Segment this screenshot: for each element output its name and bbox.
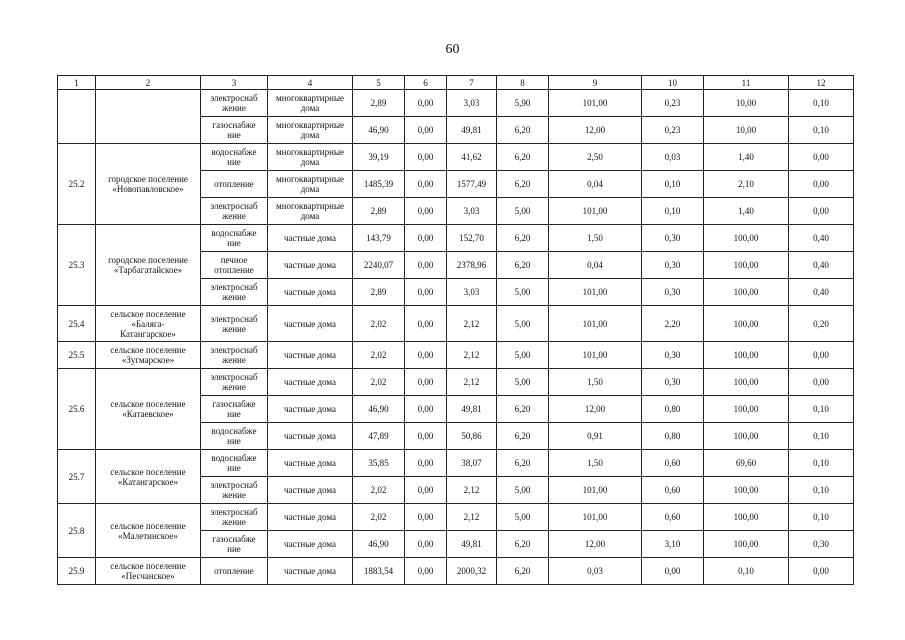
value-cell: 1,50 <box>549 450 642 477</box>
value-cell: 0,30 <box>642 279 704 306</box>
value-cell: 0,00 <box>405 144 447 171</box>
value-cell: 3,03 <box>447 90 497 117</box>
value-cell: 0,60 <box>642 504 704 531</box>
settlement-name-cell <box>96 342 201 369</box>
value-cell: 10,00 <box>704 90 789 117</box>
cell-line: многоквартирные <box>276 147 344 157</box>
settlement-name-line: «Баляга- <box>131 318 165 329</box>
cell-line: водоснабже <box>211 147 257 157</box>
settlement-name-line: сельское поселение <box>110 520 186 531</box>
settlement-name-line: городское поселение <box>108 255 188 265</box>
value-cell: 0,00 <box>789 144 854 171</box>
value-cell: 47,89 <box>353 423 405 450</box>
cell-line: дома <box>300 211 320 221</box>
settlement-name-line: сельское поселение <box>110 466 186 477</box>
value-cell: 5,90 <box>497 90 549 117</box>
value-cell: 0,40 <box>789 279 854 306</box>
cell-line: жение <box>222 292 246 302</box>
value-cell: 100,00 <box>704 306 789 342</box>
value-cell: 6,20 <box>497 117 549 144</box>
housing-type-cell <box>268 423 353 450</box>
settlement-name-line: «Катангарское» <box>117 476 179 487</box>
cell-line: электроснаб <box>210 282 258 292</box>
value-cell: 0,00 <box>789 171 854 198</box>
service-cell <box>201 198 268 225</box>
value-cell: 0,00 <box>405 396 447 423</box>
value-cell: 5,00 <box>497 369 549 396</box>
value-cell: 100,00 <box>704 279 789 306</box>
value-cell: 100,00 <box>704 423 789 450</box>
value-cell: 5,00 <box>497 306 549 342</box>
settlement-name-cell <box>96 90 201 144</box>
header-row <box>58 76 854 90</box>
cell-line: электроснаб <box>210 480 258 490</box>
header-cell: 1 <box>58 76 96 90</box>
row-code-cell: 25.9 <box>58 558 96 585</box>
value-cell: 5,00 <box>497 477 549 504</box>
value-cell: 46,90 <box>353 117 405 144</box>
value-cell: 2,12 <box>447 477 497 504</box>
housing-type-cell <box>268 198 353 225</box>
cell-line: газоснабже <box>212 399 256 409</box>
cell-line: частные дома <box>283 318 337 329</box>
cell-line: дома <box>300 130 320 140</box>
settlement-name-line: «Тарбагатайское» <box>113 265 183 275</box>
header-cell: 8 <box>497 76 549 90</box>
cell-line: жение <box>222 490 246 500</box>
value-cell: 6,20 <box>497 531 549 558</box>
value-cell: 2,89 <box>353 90 405 117</box>
cell-line: частные дома <box>283 260 337 270</box>
value-cell: 3,03 <box>447 198 497 225</box>
value-cell: 0,10 <box>704 558 789 585</box>
value-cell: 35,85 <box>353 450 405 477</box>
value-cell: 0,00 <box>405 531 447 558</box>
value-cell: 2000,32 <box>447 558 497 585</box>
value-cell: 2,02 <box>353 342 405 369</box>
value-cell: 0,00 <box>405 504 447 531</box>
value-cell: 6,20 <box>497 423 549 450</box>
value-cell: 0,60 <box>642 477 704 504</box>
value-cell: 1,50 <box>549 225 642 252</box>
settlement-name-line: «Новопавловское» <box>112 184 184 194</box>
value-cell: 0,10 <box>642 171 704 198</box>
cell-line: газоснабже <box>212 534 256 544</box>
cell-line: жение <box>222 211 246 221</box>
table-row <box>58 342 854 369</box>
housing-type-cell <box>268 450 353 477</box>
cell-line: частные дома <box>283 431 337 441</box>
settlement-name-line: сельское поселение <box>110 345 186 355</box>
cell-line: частные дома <box>283 404 337 414</box>
value-cell: 38,07 <box>447 450 497 477</box>
cell-line: ние <box>227 463 241 473</box>
value-cell: 0,30 <box>642 252 704 279</box>
settlement-name-line: «Зугмарское» <box>121 355 175 365</box>
value-cell: 2,10 <box>704 171 789 198</box>
cell-line: дома <box>300 184 320 194</box>
value-cell: 0,10 <box>642 198 704 225</box>
housing-type-cell <box>268 306 353 342</box>
settlement-name-cell <box>96 306 201 342</box>
value-cell: 6,20 <box>497 252 549 279</box>
value-cell: 2,12 <box>447 504 497 531</box>
value-cell: 100,00 <box>704 369 789 396</box>
value-cell: 1,40 <box>704 144 789 171</box>
value-cell: 1,40 <box>704 198 789 225</box>
value-cell: 2,02 <box>353 504 405 531</box>
value-cell: 0,00 <box>405 423 447 450</box>
cell-line: печное <box>220 255 248 265</box>
value-cell: 1577,49 <box>447 171 497 198</box>
cell-line: частные дома <box>283 485 337 495</box>
value-cell: 0,23 <box>642 90 704 117</box>
value-cell: 0,00 <box>789 342 854 369</box>
table-row <box>58 90 854 117</box>
cell-line: частные дома <box>283 233 337 243</box>
settlement-name-cell <box>96 504 201 558</box>
row-code-cell: 25.6 <box>58 369 96 450</box>
value-cell: 6,20 <box>497 144 549 171</box>
value-cell: 2,89 <box>353 198 405 225</box>
value-cell: 100,00 <box>704 396 789 423</box>
value-cell: 2,12 <box>447 342 497 369</box>
settlement-name-line: Катангарское» <box>120 328 176 339</box>
cell-line: частные дома <box>283 350 337 360</box>
value-cell: 0,00 <box>642 558 704 585</box>
value-cell: 39,19 <box>353 144 405 171</box>
value-cell: 5,00 <box>497 504 549 531</box>
value-cell: 0,00 <box>405 558 447 585</box>
service-cell <box>201 504 268 531</box>
value-cell: 12,00 <box>549 531 642 558</box>
cell-line: жение <box>222 517 246 527</box>
cell-line: многоквартирные <box>276 201 344 211</box>
header-cell: 9 <box>549 76 642 90</box>
cell-line: водоснабже <box>211 453 257 463</box>
value-cell: 6,20 <box>497 171 549 198</box>
value-cell: 69,60 <box>704 450 789 477</box>
value-cell: 5,00 <box>497 279 549 306</box>
value-cell: 6,20 <box>497 225 549 252</box>
table-row <box>58 450 854 477</box>
value-cell: 101,00 <box>549 90 642 117</box>
value-cell: 0,00 <box>405 450 447 477</box>
cell-line: водоснабже <box>211 426 257 436</box>
value-cell: 2,02 <box>353 369 405 396</box>
value-cell: 0,03 <box>549 558 642 585</box>
settlement-name-cell <box>96 450 201 504</box>
value-cell: 1883,54 <box>353 558 405 585</box>
value-cell: 0,00 <box>789 198 854 225</box>
header-cell: 6 <box>405 76 447 90</box>
value-cell: 0,10 <box>789 423 854 450</box>
service-cell <box>201 531 268 558</box>
settlement-name-line: городское поселение <box>108 174 188 184</box>
value-cell: 0,30 <box>642 225 704 252</box>
value-cell: 0,00 <box>405 252 447 279</box>
value-cell: 50,86 <box>447 423 497 450</box>
cell-line: ние <box>227 544 241 554</box>
cell-line: частные дома <box>283 539 337 549</box>
value-cell: 3,10 <box>642 531 704 558</box>
value-cell: 6,20 <box>497 558 549 585</box>
value-cell: 1485,39 <box>353 171 405 198</box>
value-cell: 49,81 <box>447 117 497 144</box>
header-cell: 10 <box>642 76 704 90</box>
value-cell: 0,00 <box>405 171 447 198</box>
tariff-table <box>57 75 854 585</box>
housing-type-cell <box>268 369 353 396</box>
value-cell: 2240,07 <box>353 252 405 279</box>
housing-type-cell <box>268 225 353 252</box>
value-cell: 0,10 <box>789 477 854 504</box>
cell-line: жение <box>222 103 246 113</box>
table-row <box>58 225 854 252</box>
table-row <box>58 369 854 396</box>
cell-line: дома <box>300 157 320 167</box>
value-cell: 101,00 <box>549 504 642 531</box>
settlement-name-line: «Катаевское» <box>122 409 174 419</box>
table-row <box>58 504 854 531</box>
settlement-name-cell <box>96 144 201 225</box>
value-cell: 0,00 <box>405 90 447 117</box>
settlement-name-line: «Песчанское» <box>121 571 175 581</box>
housing-type-cell <box>268 342 353 369</box>
value-cell: 0,20 <box>789 306 854 342</box>
value-cell: 0,00 <box>405 342 447 369</box>
cell-line: отопление <box>214 566 254 576</box>
settlement-name-line: сельское поселение <box>110 308 186 319</box>
row-code-cell: 25.2 <box>58 144 96 225</box>
table-row <box>58 306 854 342</box>
value-cell: 2,20 <box>642 306 704 342</box>
value-cell: 46,90 <box>353 396 405 423</box>
value-cell: 101,00 <box>549 198 642 225</box>
value-cell: 1,50 <box>549 369 642 396</box>
value-cell: 6,20 <box>497 450 549 477</box>
table-row <box>58 144 854 171</box>
cell-line: электроснаб <box>210 345 258 355</box>
cell-line: жение <box>222 382 246 392</box>
cell-line: ние <box>227 409 241 419</box>
cell-line: электроснаб <box>210 507 258 517</box>
cell-line: жение <box>222 323 246 334</box>
value-cell: 100,00 <box>704 225 789 252</box>
cell-line: электроснаб <box>210 93 258 103</box>
value-cell: 0,00 <box>405 117 447 144</box>
value-cell: 0,00 <box>405 279 447 306</box>
value-cell: 0,30 <box>642 342 704 369</box>
value-cell: 0,10 <box>789 117 854 144</box>
cell-line: ние <box>227 130 241 140</box>
table-row <box>58 558 854 585</box>
value-cell: 46,90 <box>353 531 405 558</box>
cell-line: ние <box>227 436 241 446</box>
value-cell: 0,00 <box>789 369 854 396</box>
table-body <box>58 76 854 585</box>
page-number: 60 <box>445 42 460 57</box>
housing-type-cell <box>268 531 353 558</box>
cell-line: электроснаб <box>210 201 258 211</box>
value-cell: 0,00 <box>405 198 447 225</box>
value-cell: 0,04 <box>549 171 642 198</box>
value-cell: 0,00 <box>405 477 447 504</box>
settlement-name-cell <box>96 558 201 585</box>
housing-type-cell <box>268 477 353 504</box>
value-cell: 49,81 <box>447 531 497 558</box>
value-cell: 41,62 <box>447 144 497 171</box>
settlement-name-line: «Малетинское» <box>118 530 178 541</box>
value-cell: 0,30 <box>642 369 704 396</box>
cell-line: электроснаб <box>210 313 258 324</box>
cell-line: электроснаб <box>210 372 258 382</box>
value-cell: 2378,96 <box>447 252 497 279</box>
value-cell: 0,10 <box>789 450 854 477</box>
value-cell: 5,00 <box>497 198 549 225</box>
cell-line: частные дома <box>283 458 337 468</box>
value-cell: 10,00 <box>704 117 789 144</box>
row-code-cell: 25.7 <box>58 450 96 504</box>
service-cell <box>201 342 268 369</box>
cell-line: отопление <box>214 179 254 189</box>
value-cell: 101,00 <box>549 477 642 504</box>
housing-type-cell <box>268 558 353 585</box>
settlement-name-cell <box>96 225 201 306</box>
value-cell: 0,10 <box>789 504 854 531</box>
value-cell: 0,03 <box>642 144 704 171</box>
value-cell: 2,89 <box>353 279 405 306</box>
header-cell: 12 <box>789 76 854 90</box>
cell-line: многоквартирные <box>276 174 344 184</box>
row-code-cell <box>58 90 96 144</box>
header-cell: 11 <box>704 76 789 90</box>
value-cell: 12,00 <box>549 396 642 423</box>
cell-line: частные дома <box>283 512 337 522</box>
value-cell: 0,60 <box>642 450 704 477</box>
value-cell: 0,40 <box>789 252 854 279</box>
value-cell: 5,00 <box>497 342 549 369</box>
value-cell: 0,00 <box>405 225 447 252</box>
housing-type-cell <box>268 144 353 171</box>
cell-line: частные дома <box>283 566 337 576</box>
value-cell: 2,12 <box>447 369 497 396</box>
value-cell: 100,00 <box>704 477 789 504</box>
cell-line: жение <box>222 355 246 365</box>
row-code-cell: 25.3 <box>58 225 96 306</box>
value-cell: 0,00 <box>405 369 447 396</box>
cell-line: ние <box>227 238 241 248</box>
service-cell <box>201 558 268 585</box>
value-cell: 100,00 <box>704 342 789 369</box>
cell-line: ние <box>227 157 241 167</box>
housing-type-cell <box>268 171 353 198</box>
cell-line: многоквартирные <box>276 120 344 130</box>
settlement-name-line: сельское поселение <box>110 399 186 409</box>
value-cell: 12,00 <box>549 117 642 144</box>
cell-line: водоснабже <box>211 228 257 238</box>
settlement-name-line: сельское поселение <box>110 561 186 571</box>
value-cell: 0,40 <box>789 225 854 252</box>
cell-line: частные дома <box>283 287 337 297</box>
service-cell <box>201 171 268 198</box>
housing-type-cell <box>268 90 353 117</box>
value-cell: 101,00 <box>549 342 642 369</box>
cell-line: дома <box>300 103 320 113</box>
service-cell <box>201 396 268 423</box>
value-cell: 100,00 <box>704 252 789 279</box>
value-cell: 0,10 <box>789 90 854 117</box>
value-cell: 3,03 <box>447 279 497 306</box>
cell-line: многоквартирные <box>276 93 344 103</box>
service-cell <box>201 477 268 504</box>
service-cell <box>201 306 268 342</box>
value-cell: 6,20 <box>497 396 549 423</box>
cell-line: отопление <box>214 265 254 275</box>
row-code-cell: 25.8 <box>58 504 96 558</box>
header-cell: 2 <box>96 76 201 90</box>
row-code-cell: 25.5 <box>58 342 96 369</box>
header-cell: 3 <box>201 76 268 90</box>
settlement-name-cell <box>96 369 201 450</box>
header-cell: 5 <box>353 76 405 90</box>
value-cell: 0,10 <box>789 396 854 423</box>
value-cell: 2,12 <box>447 306 497 342</box>
housing-type-cell <box>268 396 353 423</box>
service-cell <box>201 279 268 306</box>
service-cell <box>201 252 268 279</box>
row-code-cell: 25.4 <box>58 306 96 342</box>
value-cell: 2,50 <box>549 144 642 171</box>
value-cell: 101,00 <box>549 279 642 306</box>
service-cell <box>201 90 268 117</box>
housing-type-cell <box>268 117 353 144</box>
value-cell: 49,81 <box>447 396 497 423</box>
service-cell <box>201 450 268 477</box>
value-cell: 0,04 <box>549 252 642 279</box>
value-cell: 2,02 <box>353 306 405 342</box>
value-cell: 0,80 <box>642 396 704 423</box>
value-cell: 0,00 <box>405 306 447 342</box>
housing-type-cell <box>268 279 353 306</box>
cell-line: газоснабже <box>212 120 256 130</box>
service-cell <box>201 423 268 450</box>
cell-line: частные дома <box>283 377 337 387</box>
value-cell: 0,80 <box>642 423 704 450</box>
value-cell: 100,00 <box>704 504 789 531</box>
value-cell: 0,91 <box>549 423 642 450</box>
service-cell <box>201 117 268 144</box>
service-cell <box>201 144 268 171</box>
value-cell: 0,23 <box>642 117 704 144</box>
housing-type-cell <box>268 504 353 531</box>
value-cell: 2,02 <box>353 477 405 504</box>
value-cell: 0,00 <box>789 558 854 585</box>
housing-type-cell <box>268 252 353 279</box>
value-cell: 100,00 <box>704 531 789 558</box>
value-cell: 152,70 <box>447 225 497 252</box>
value-cell: 101,00 <box>549 306 642 342</box>
value-cell: 143,79 <box>353 225 405 252</box>
value-cell: 0,30 <box>789 531 854 558</box>
service-cell <box>201 225 268 252</box>
service-cell <box>201 369 268 396</box>
header-cell: 4 <box>268 76 353 90</box>
header-cell: 7 <box>447 76 497 90</box>
